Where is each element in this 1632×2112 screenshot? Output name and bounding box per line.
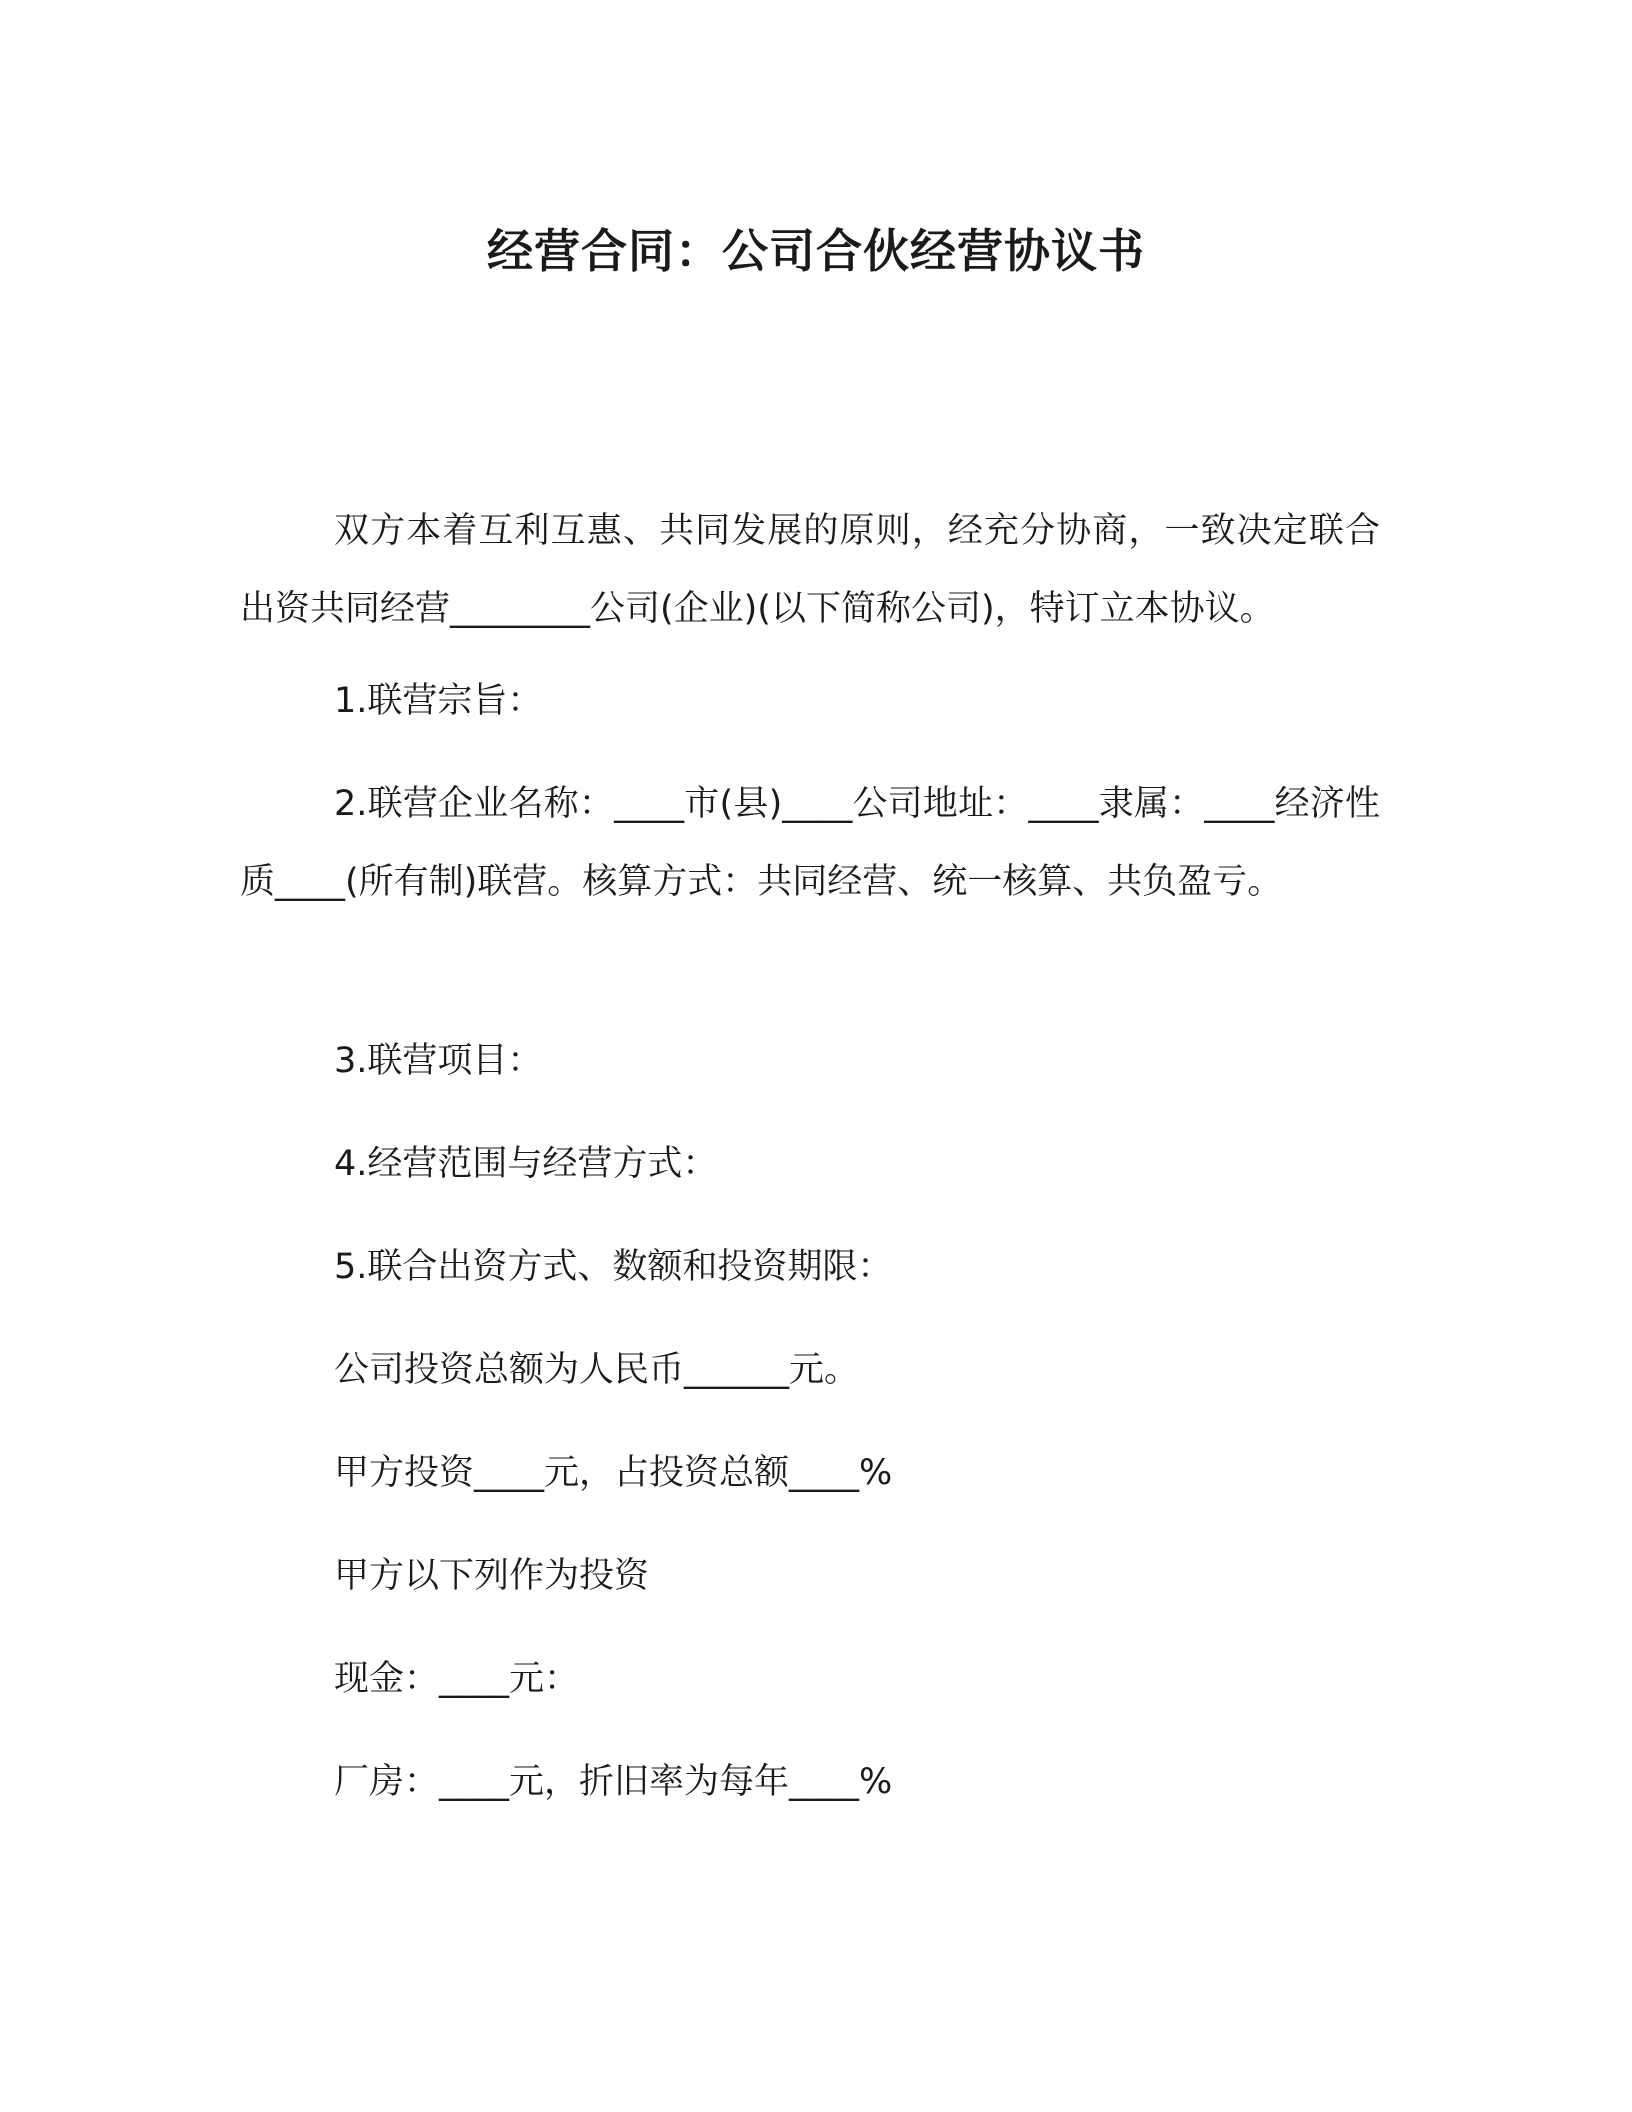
intro-paragraph: 双方本着互利互惠、共同发展的原则，经充分协商，一致决定联合出资共同经营________公司(企业)(以下简称公司)，特订立本协议。: [240, 511, 1380, 629]
party-a-items-heading: 甲方以下列作为投资: [334, 1556, 650, 1596]
clause-5: 5.联合出资方式、数额和投资期限：: [334, 1247, 893, 1287]
cash-line: 现金：____元：: [334, 1659, 580, 1699]
clause-2: 2.联营企业名称：____市(县)____公司地址：____隶属：____经济性质____(所有制)联营。核算方式：共同经营、统一核算、共负盈亏。: [240, 784, 1380, 902]
document-title: 经营合同：公司合伙经营协议书: [487, 224, 1145, 278]
total-investment-line: 公司投资总额为人民币______元。: [334, 1350, 860, 1390]
factory-line: 厂房：____元，折旧率为每年____%: [334, 1762, 893, 1802]
party-a-investment-line: 甲方投资____元，占投资总额____%: [334, 1453, 893, 1493]
clause-3: 3.联营项目：: [334, 1041, 543, 1081]
clause-4: 4.经营范围与经营方式：: [334, 1144, 718, 1184]
clause-1: 1.联营宗旨：: [334, 681, 543, 721]
